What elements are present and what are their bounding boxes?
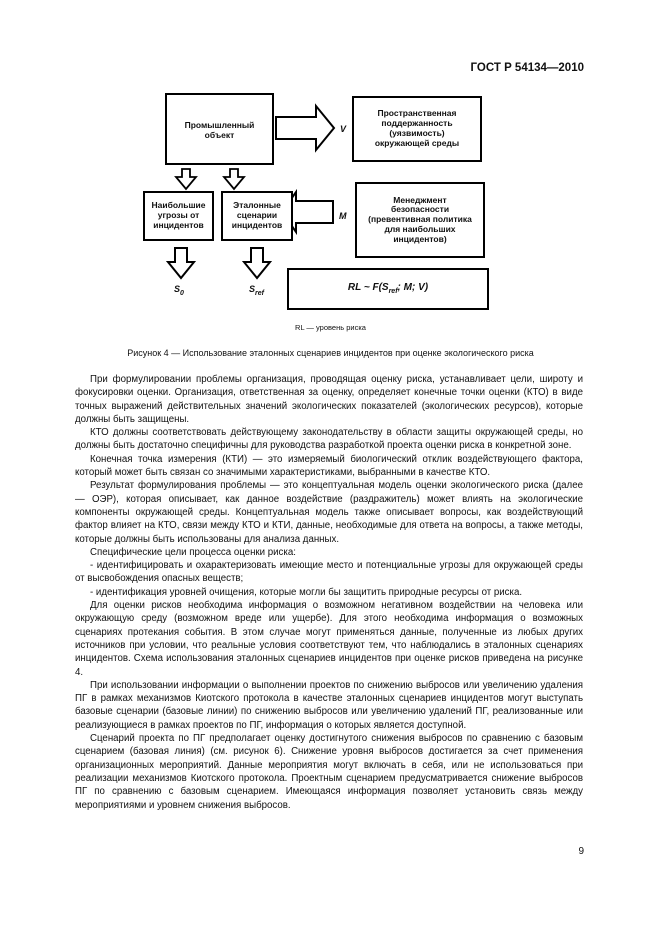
label-s0: $S_0$ [174, 284, 184, 297]
industrial-object-box [165, 93, 274, 165]
arrow-down-sref [244, 248, 270, 278]
figure-legend: RL — уровень риска [295, 323, 366, 332]
reference-scenarios-label: Эталонные сценарии инцидентов [231, 200, 283, 230]
greatest-threats-box [143, 191, 214, 241]
arrow-down-right [224, 169, 244, 189]
label-sref: $S_{ref}$ [249, 284, 264, 297]
list-item: - идентифицировать и охарактеризовать имеющие место и потенциальные угрозы для окружающей среды от высвобождения опасных веществ; [75, 560, 583, 585]
figure-4-diagram [0, 0, 661, 360]
label-m: M [339, 211, 347, 221]
paragraph: Специфические цели процесса оценки риска: [90, 546, 296, 558]
industrial-object-label: Промышленный объект [184, 120, 255, 141]
formula-box [287, 268, 489, 310]
arrow-down-left [176, 169, 196, 189]
paragraph: При использовании информации о выполнении проектов по снижению выбросов или увеличению удаления ПГ в рамках механизмов Киотского протокола в качестве эталонных сценариев инцидентов могут выступать базовые сценарии (базовые линии) по снижению выбросов или увеличению удалений ПГ, реализованные или реализующиеся в рамках проектов по ПГ, информация о которых является доступной. [75, 679, 583, 731]
standard-header: ГОСТ Р 54134—2010 [470, 62, 584, 74]
list-item: - идентификация уровней очищения, которые могли бы защитить природные ресурсы от риска. [90, 586, 523, 598]
greatest-threats-label: Наибольшие угрозы от инцидентов [151, 200, 206, 230]
safety-management-box [355, 182, 485, 258]
spatial-support-box [352, 96, 482, 162]
page-number: 9 [578, 846, 584, 857]
paragraph: Для оценки рисков необходима информация о возможном негативном воздействии на человека или окружающую среду (возможном вреде или ущербе). Для этого необходима информация о возможных сценариях протекания события. В этом случае могут применяться данные, полученные из любых других источников при условии, что реальные условия соответствуют тем, что наблюдались в эталонных сценариях инцидентов. Схема использования эталонных сценариев инцидентов при оценке рисков приведена на рисунке 4. [75, 600, 583, 678]
formula-label: RL ~ $F(S_{ref}$; M; V) [347, 281, 429, 295]
paragraph: КТО должны соответствовать действующему законодательству в области защиты окружающей среды, но должны быть достаточно специфичны для руководства разработкой проекта оценки риска в конкретной зоне. [75, 427, 583, 452]
reference-scenarios-box [221, 191, 293, 241]
safety-management-label: Менеджмент безопасности (превентивная политика для наибольших инцидентов) [368, 194, 472, 244]
arrow-down-s0 [168, 248, 194, 278]
arrow-right-v [276, 106, 334, 150]
paragraph: При формулировании проблемы организация, проводящая оценку риска, устанавливает цели, широту и фокусировки оценки. Организация, ответственная за оценку, определяет конечные точки оценки (КТО) в виде точных выражений действительных значений экологических показателей (экологических ресурсов), которые должны быть защищены. [75, 374, 583, 425]
spatial-support-label: Пространственная поддержанность (уязвимость) окружающей среды [374, 108, 460, 148]
paragraph: Результат формулирования проблемы — это концептуальная модель оценки экологического риска (далее — ОЭР), которая описывает, как данное воздействие (раздражитель) может влиять на экологические компоненты окружающей среды. Концептуальная модель также описывает вопросы, как воздействующий фактор влияет на КТО, связи между КТО и КТИ, данные, необходимые для ответа на вопросы, а также методы, которые должны быть использованы для анализа данных. [75, 480, 583, 545]
label-v: V [340, 124, 347, 134]
paragraph: Сценарий проекта по ПГ предполагает оценку достигнутого снижения выбросов по сравнению с базовым сценарием (базовая линия) (см. рисунок 6). Снижение уровня выбросов достигается за счет применения организационных мероприятий. Данные мероприятия могут включать в себя, или не использоваться при реализации механизмов Киотского протокола. Проектным сценарием предусматривается снижение выбросов ПГ по сравнению с базовым сценарием. Имеющаяся информация позволяет установить связь между мероприятиями и уровнем снижения выбросов. [75, 733, 583, 811]
figure-caption: Рисунок 4 — Использование эталонных сценариев инцидентов при оценке экологического риска [127, 348, 534, 358]
body-text [75, 373, 583, 812]
paragraph: Конечная точка измерения (КТИ) — это измеряемый биологический отклик воздействующего фактора, который может быть связан со значимыми характеристиками, выбранными в качестве КТО. [75, 453, 583, 479]
